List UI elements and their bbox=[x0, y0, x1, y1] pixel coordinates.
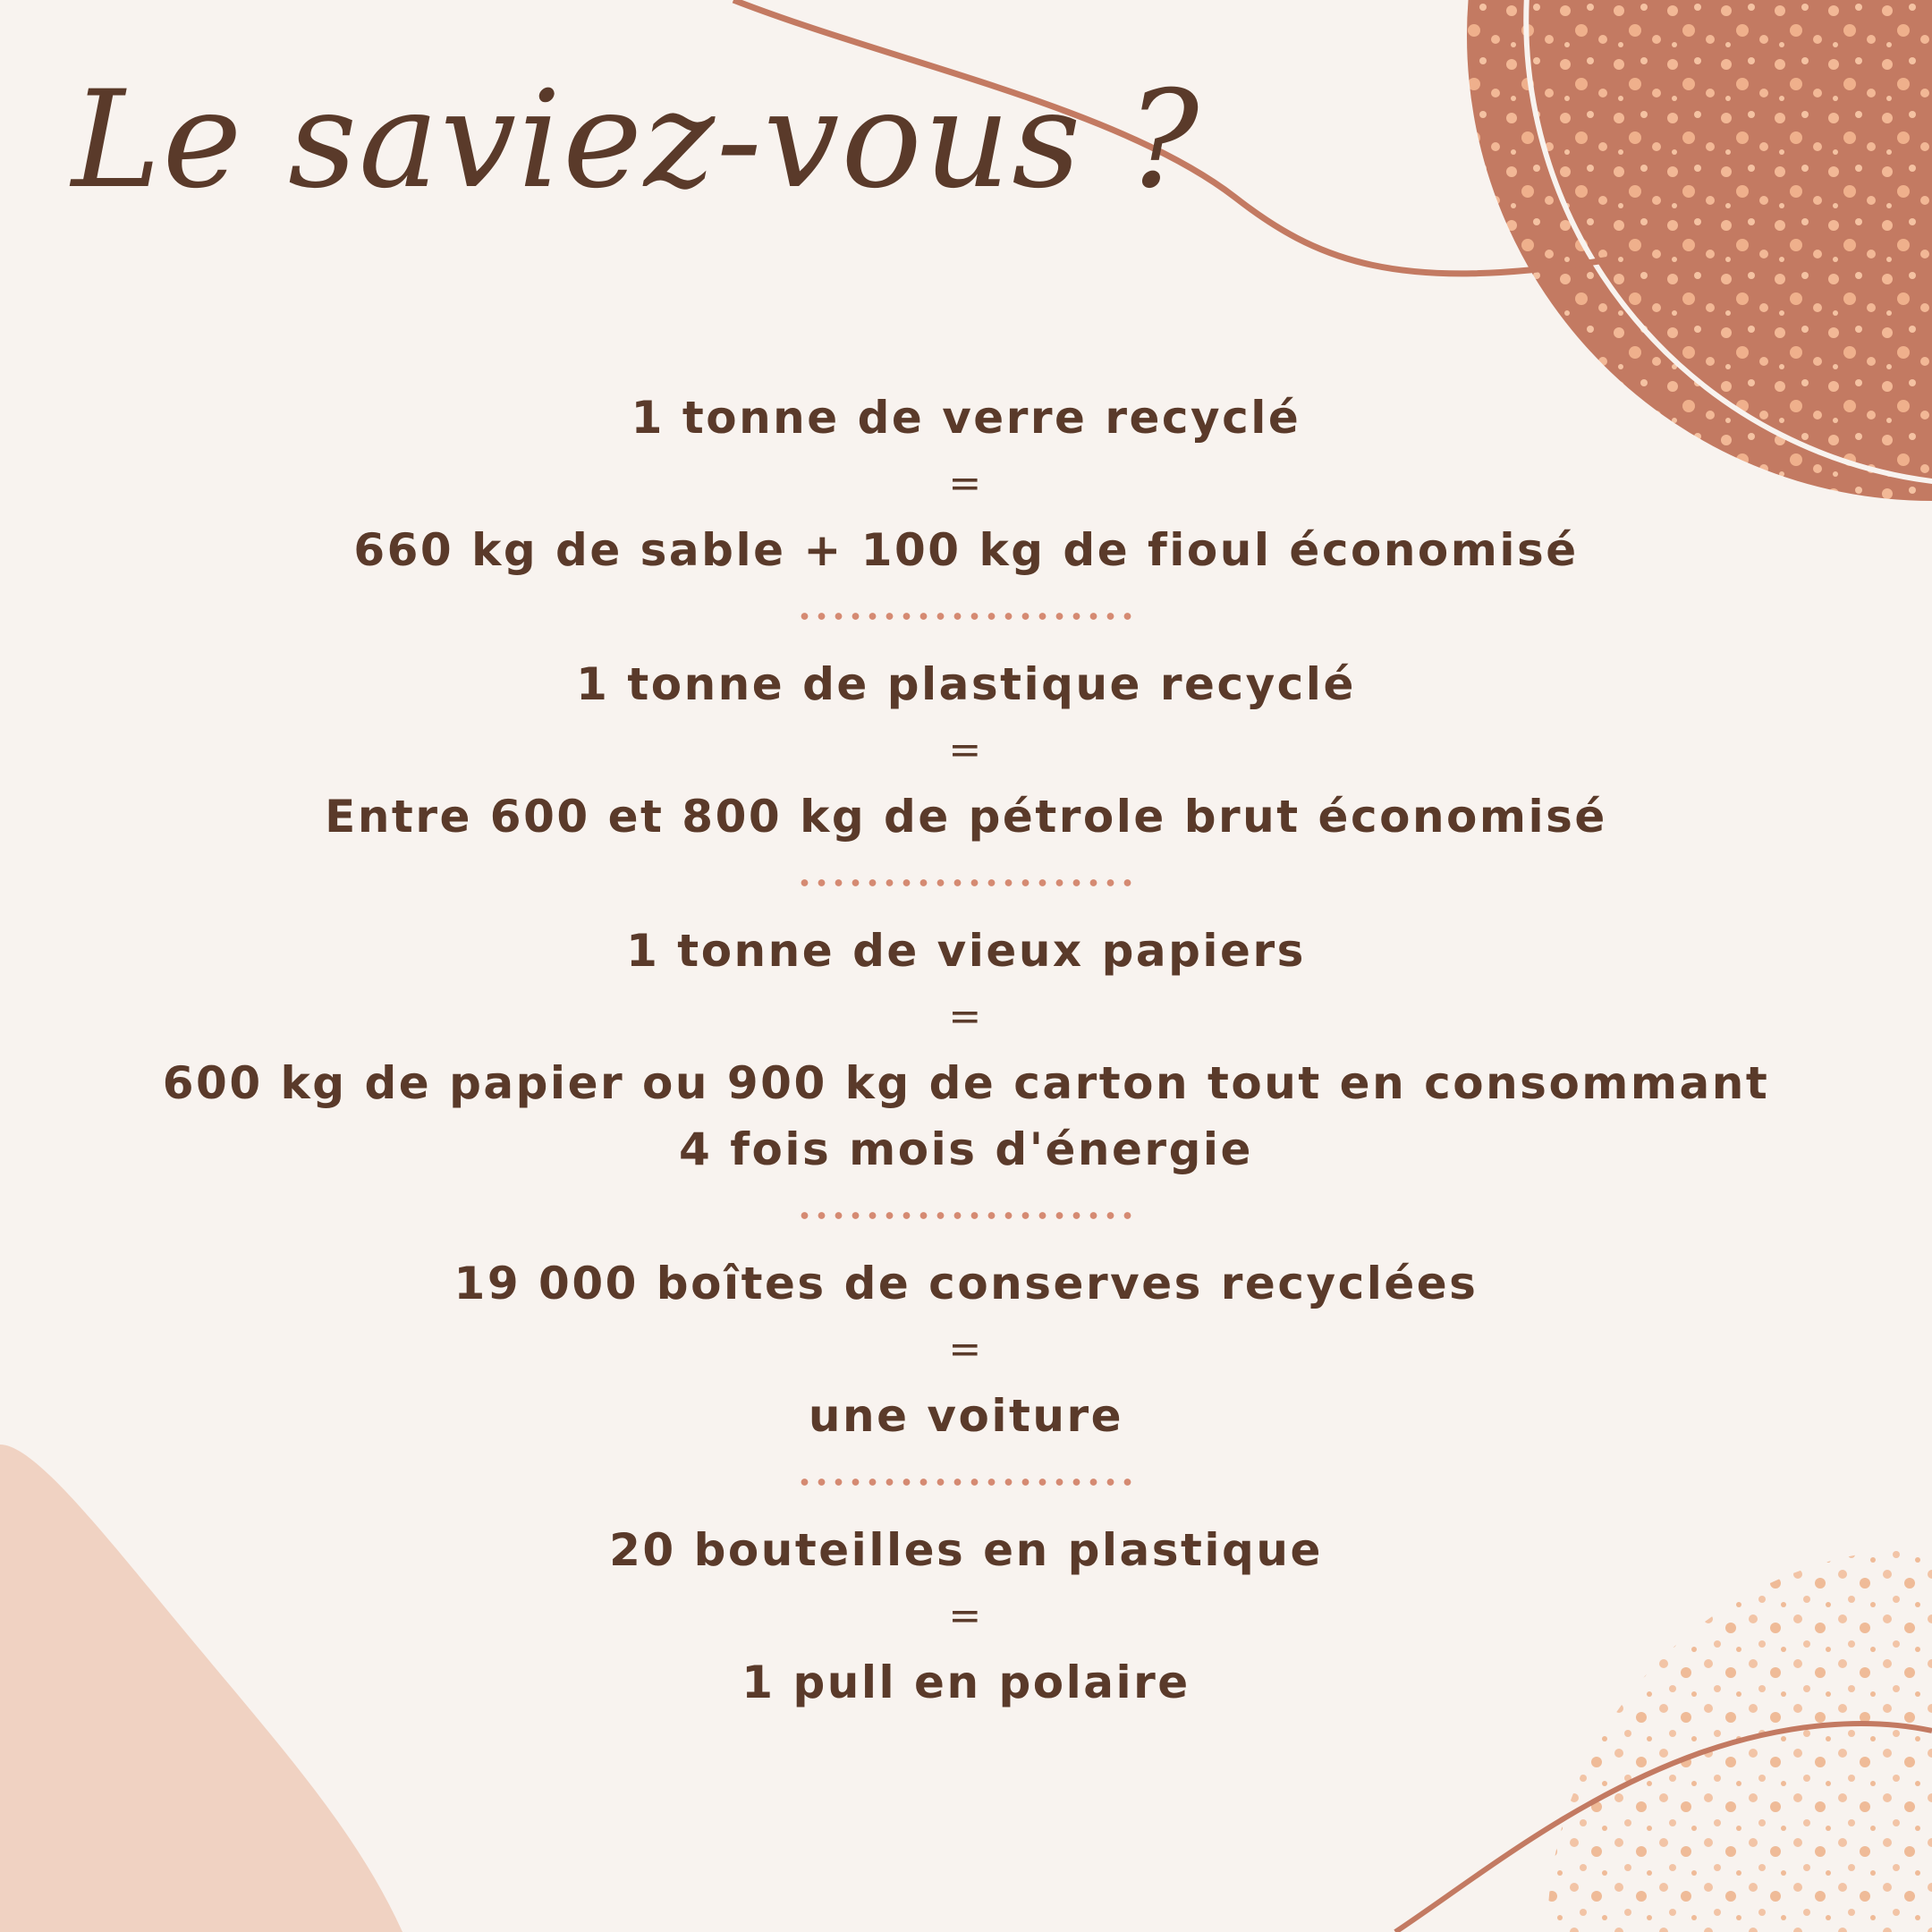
fact-glass bbox=[0, 385, 1932, 583]
fact-bottles bbox=[0, 1517, 1932, 1716]
fact-bottom: 600 kg de papier ou 900 kg de carton tout en consommant bbox=[162, 1057, 1770, 1109]
dotted-separator bbox=[796, 878, 1136, 887]
dotted-separator bbox=[796, 1478, 1136, 1487]
fact-plastic bbox=[0, 651, 1932, 850]
fact-bottom: 1 pull en polaire bbox=[741, 1657, 1191, 1708]
fact-top: 1 tonne de vieux papiers bbox=[626, 925, 1306, 977]
fact-top: 1 tonne de verre recyclé bbox=[631, 392, 1301, 444]
fact-paper bbox=[0, 918, 1932, 1182]
fact-equals: = bbox=[948, 1326, 984, 1372]
fact-equals: = bbox=[948, 727, 984, 773]
fact-equals: = bbox=[948, 461, 984, 506]
fact-cans bbox=[0, 1250, 1932, 1449]
dotted-separator bbox=[796, 612, 1136, 621]
dotted-separator bbox=[796, 1211, 1136, 1220]
fact-equals: = bbox=[948, 1593, 984, 1639]
fact-top: 20 bouteilles en plastique bbox=[609, 1524, 1323, 1576]
fact-bottom: 660 kg de sable + 100 kg de fioul économisé bbox=[353, 524, 1579, 576]
fact-top: 19 000 boîtes de conserves recyclées bbox=[453, 1258, 1479, 1309]
facts-list bbox=[0, 385, 1932, 1716]
fact-equals: = bbox=[948, 994, 984, 1039]
fact-bottom: Entre 600 et 800 kg de pétrole brut économisé bbox=[325, 791, 1607, 843]
fact-bottom: une voiture bbox=[808, 1390, 1124, 1442]
page-title: Le saviez-vous ? bbox=[72, 63, 1201, 218]
fact-bottom-continued: 4 fois mois d'énergie bbox=[679, 1123, 1253, 1175]
fact-top: 1 tonne de plastique recyclé bbox=[576, 658, 1356, 710]
